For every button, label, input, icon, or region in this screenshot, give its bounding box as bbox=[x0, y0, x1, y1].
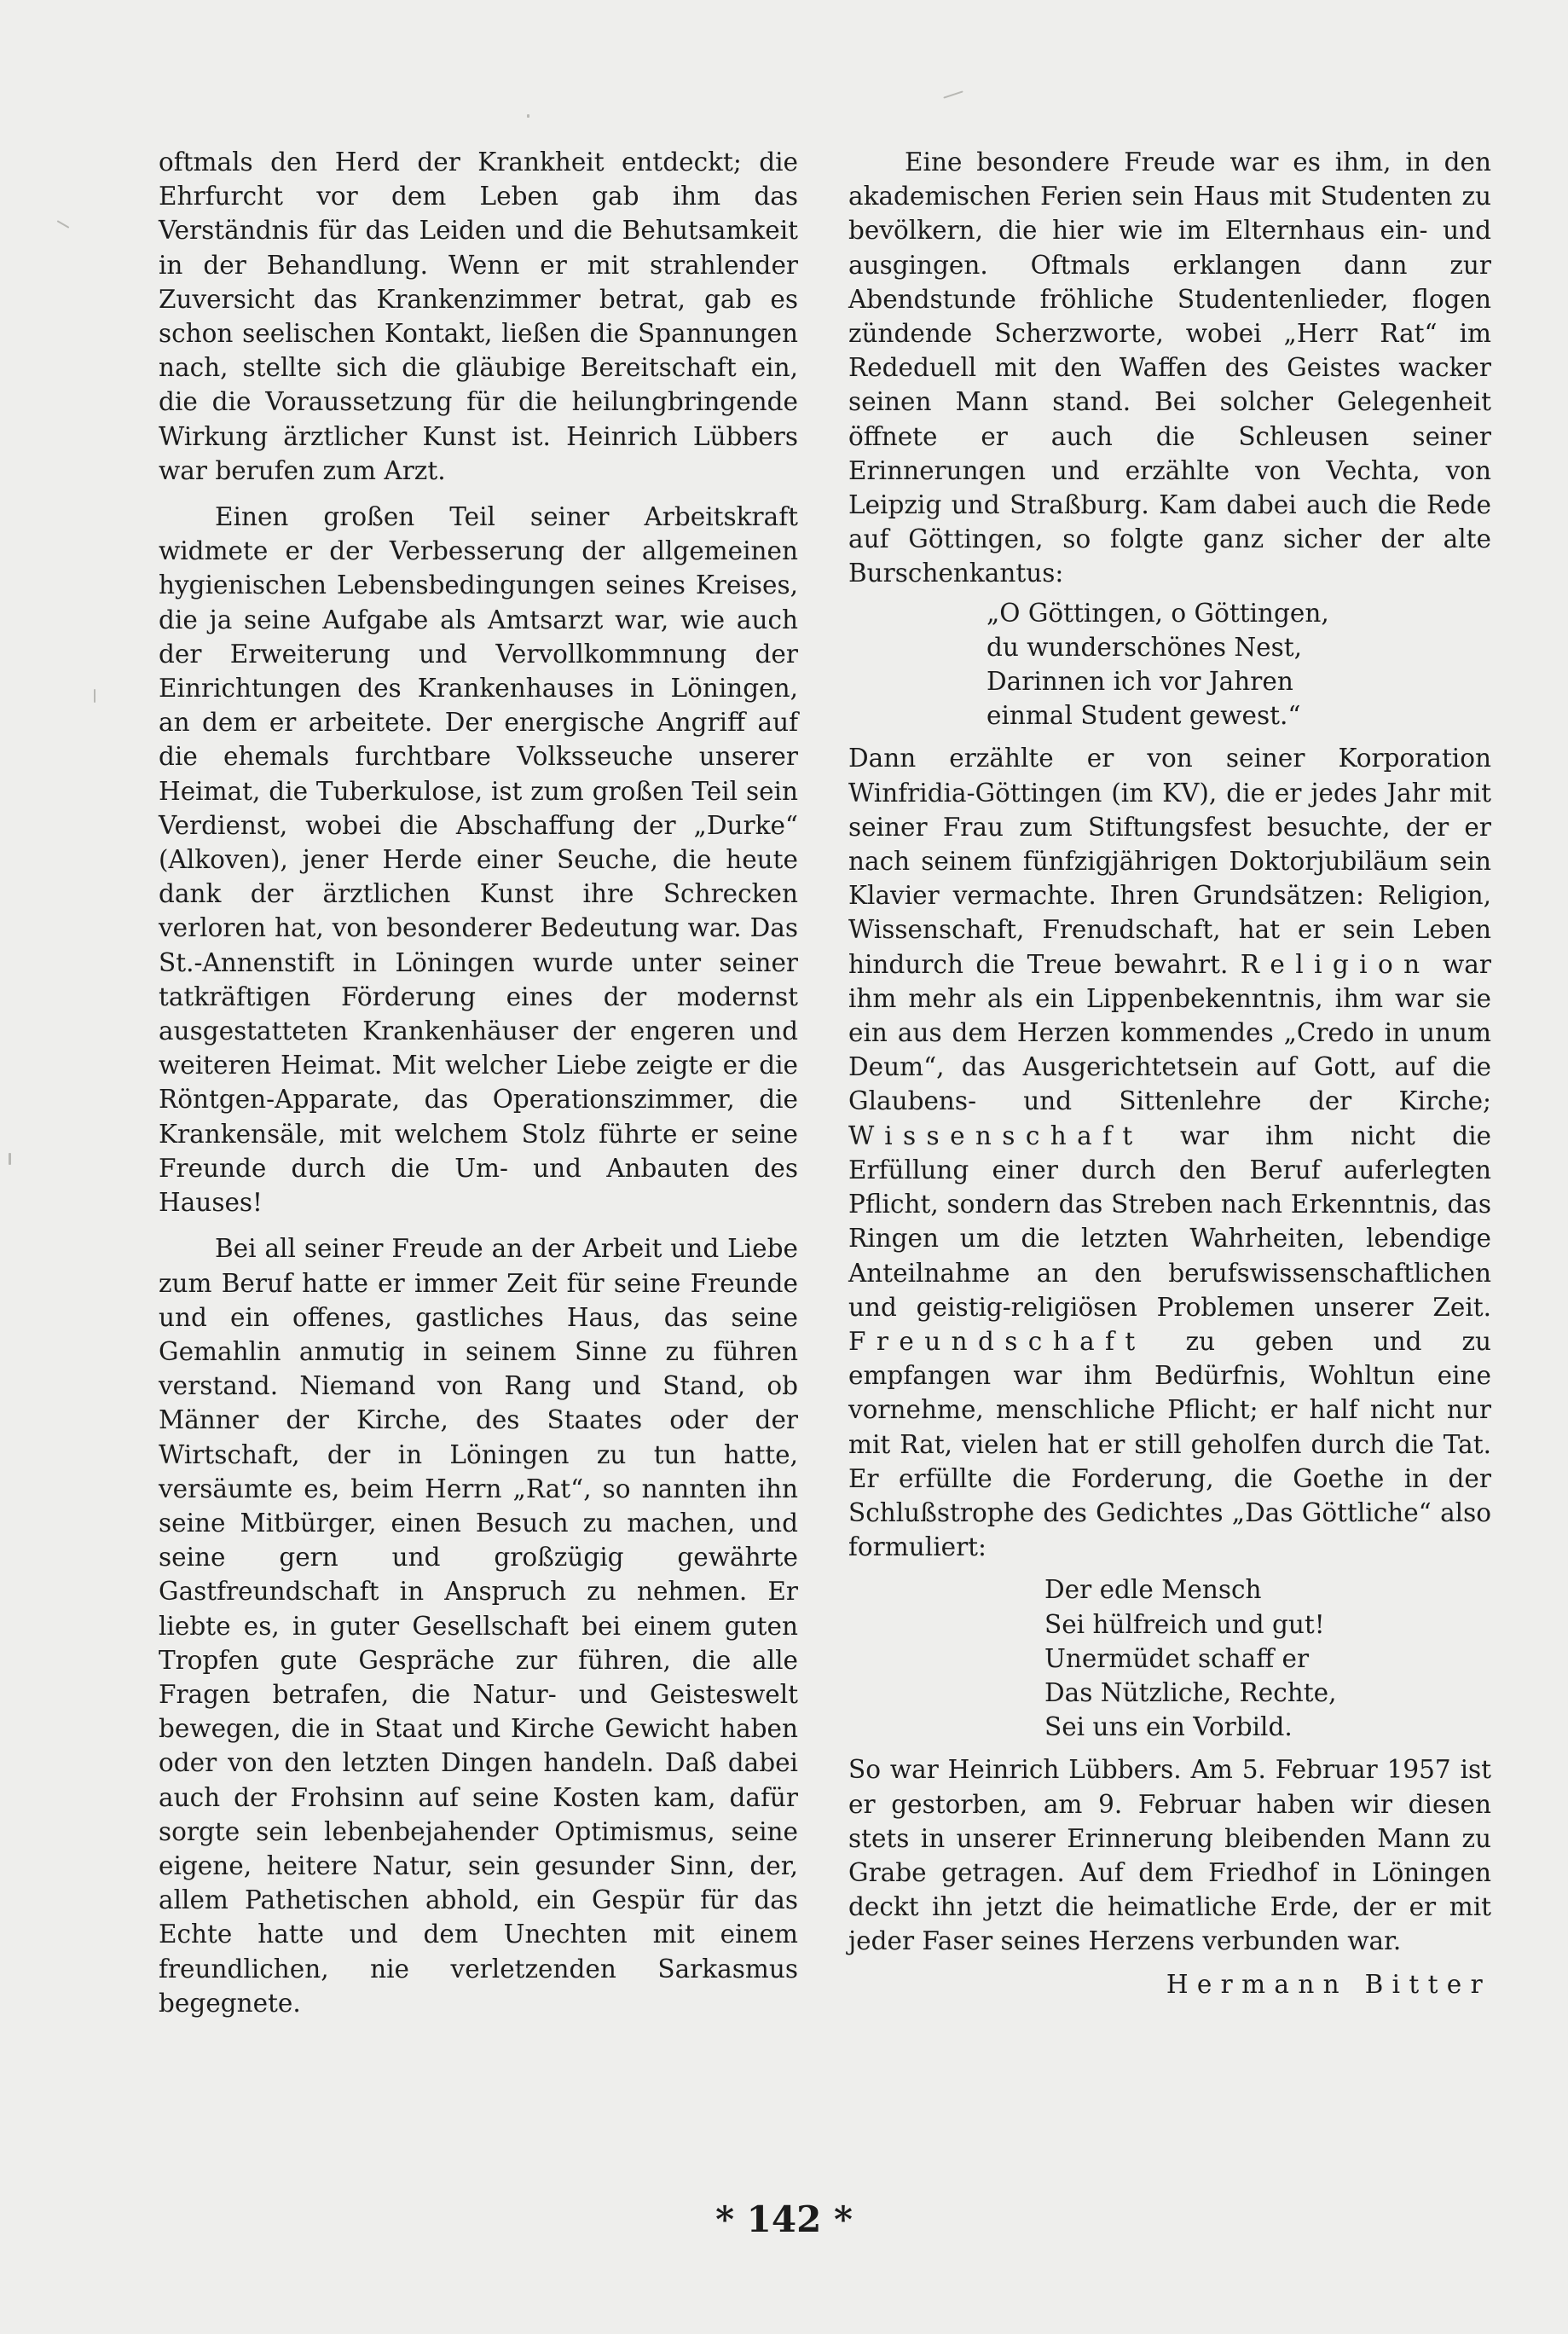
verse-line: „O Göttingen, o Göttingen, bbox=[987, 598, 1329, 628]
print-speck bbox=[57, 220, 70, 229]
paragraph: Bei all seiner Freude an der Arbeit und Liebe zum Beruf hatte er immer Zeit für seine Freunde und ein offenes, gastliches Haus, das seine Gemahlin anmutig in seinem Sinne zu führen verstand. Niemand von Rang und Stand, ob Männer der Kirche, des Staates oder der Wirtschaft, der in Löningen zu tun hatte, versäumte es, beim Herrn „Rat“, so nannten ihn seine Mitbürger, einen Besuch zu machen, und seine gern und großzügig gewährte Gastfreundschaft in Anspruch zu nehmen. Er liebte es, in guter Gesellschaft bei einem guten Tropfen gute Gespräche zur führen, die alle Fragen betrafen, die Natur- und Geisteswelt bewegen, die in Staat und Kirche Gewicht haben oder von den letzten Dingen handeln. Daß dabei auch der Frohsinn auf seine Kosten kam, dafür sorgte sein lebenbejahender Optimismus, seine eigene, heitere Natur, sein gesunder Sinn, der, allem Pathetischen abhold, ein Gespür für das Echte hatte und dem Unechten mit einem freundlichen, nie verletzenden Sarkasmus begegnete. bbox=[159, 1234, 798, 2018]
verse-quote bbox=[848, 596, 1491, 733]
print-speck bbox=[943, 90, 963, 98]
text-run: Dann erzählte er von seiner Korporation Winfridia-Göttingen (im KV), die er jedes Jahr mit seiner Frau zum Stiftungsfest besuchte, der er nach seinem fünfzigjährigen Doktorjubiläum sein Klavier vermachte. Ihren Grundsätzen: Religion, Wissenschaft, Frenudschaft, hat er sein Leben hindurch die Treue bewahrt. bbox=[848, 744, 1491, 979]
verse-line: Der edle Mensch bbox=[1044, 1575, 1262, 1605]
paragraph: oftmals den Herd der Krankheit entdeckt; die Ehrfurcht vor dem Leben gab ihm das Verständnis für das Leiden und die Behutsamkeit in der Behandlung. Wenn er mit strahlender Zuversicht das Krankenzimmer betrat, gab es schon seelischen Kontakt, ließen die Spannungen nach, stellte sich die gläubige Bereitschaft ein, die die Voraussetzung für die heilungbringende Wirkung ärztlicher Kunst ist. Heinrich Lübbers war berufen zum Arzt. bbox=[159, 148, 798, 485]
paragraph: Eine besondere Freude war es ihm, in den akademischen Ferien sein Haus mit Studenten zu bevölkern, die hier wie im Elternhaus ein- und ausgingen. Oftmals erklangen dann zur Abendstunde fröhliche Studentenlieder, flogen zündende Scherzworte, wobei „Herr Rat“ im Rededuell mit den Waffen des Geistes wacker seinen Mann stand. Bei solcher Gelegenheit öffnete er auch die Schleusen seiner Erinnerungen und erzählte von Vechta, von Leipzig und Straßburg. Kam dabei auch die Rede auf Göttingen, so folgte ganz sicher der alte Burschenkantus: bbox=[848, 148, 1491, 588]
verse-line: Unermüdet schaff er bbox=[1044, 1643, 1310, 1673]
verse-line: einmal Student gewest.“ bbox=[987, 701, 1301, 731]
emphasized-word: Wissenschaft bbox=[848, 1121, 1143, 1150]
verse-line: Sei hülfreich und gut! bbox=[1044, 1609, 1325, 1639]
paragraph bbox=[848, 741, 1491, 1564]
verse-line: du wunderschönes Nest, bbox=[987, 632, 1302, 662]
print-speck bbox=[527, 114, 529, 118]
text-run: war ihm nicht die Erfüllung einer durch den Beruf auferlegten Pflicht, sondern das Streben nach Erkenntnis, das Ringen um die letzten Wahrheiten, lebendige Anteilnahme an den berufswissenschaftlichen und geistig-religiösen Problemen unserer Zeit. bbox=[848, 1121, 1491, 1322]
left-column bbox=[159, 145, 798, 2020]
print-speck bbox=[9, 1153, 11, 1165]
goethe-verse bbox=[848, 1572, 1491, 1744]
emphasized-word: Religion bbox=[1240, 949, 1431, 979]
emphasized-word: Freundschaft bbox=[848, 1326, 1146, 1356]
print-speck bbox=[94, 689, 95, 703]
verse-line: Darinnen ich vor Jahren bbox=[987, 667, 1293, 697]
text-run: zu geben und zu empfangen war ihm Bedürfnis, Wohltun eine vornehme, menschliche Pflicht; er half nicht nur mit Rat, vielen hat er still geholfen durch die Tat. Er erfüllte die Forderung, die Goethe in der Schlußstrophe des Gedichtes „Das Göttliche“ also formuliert: bbox=[848, 1326, 1491, 1562]
verse-line: Sei uns ein Vorbild. bbox=[1044, 1712, 1293, 1742]
verse-line: Das Nützliche, Rechte, bbox=[1044, 1677, 1337, 1707]
text-run: war ihm mehr als ein Lippenbekenntnis, ihm war sie ein aus dem Herzen kommendes „Credo in unum Deum“, das Ausgerichtetsein auf Gott, auf die Glaubens- und Sittenlehre der Kirche; bbox=[848, 949, 1491, 1116]
paragraph: Einen großen Teil seiner Arbeitskraft widmete er der Verbesserung der allgemeinen hygienischen Lebensbedingungen seines Kreises, die ja seine Aufgabe als Amtsarzt war, wie auch der Erweiterung und Vervollkommnung der Einrichtungen des Krankenhauses in Löningen, an dem er arbeitete. Der energische Angriff auf die ehemals furchtbare Volksseuche unserer Heimat, die Tuberkulose, ist zum großen Teil sein Verdienst, wobei die Abschaffung der „Durke“ (Alkoven), jener Herde einer Seuche, die heute dank der ärztlichen Kunst ihre Schrecken verloren hat, von besonderer Bedeutung war. Das St.-Annenstift in Löningen wurde unter seiner tatkräftigen Förderung eines der modernst ausgestatteten Krankenhäuser der engeren und weiteren Heimat. Mit welcher Liebe zeigte er die Röntgen-Apparate, das Operationszimmer, die Krankensäle, mit welchem Stolz führte er seine Freunde durch die Um- und Anbauten des Hauses! bbox=[159, 502, 798, 1218]
page-number: * 142 * bbox=[715, 2198, 853, 2240]
right-column bbox=[848, 145, 1491, 2001]
author-signature: Hermann Bitter bbox=[1166, 1969, 1491, 1999]
paragraph: So war Heinrich Lübbers. Am 5. Februar 1957 ist er gestorben, am 9. Februar haben wir diesen stets in unserer Erinnerung bleibenden Mann zu Grabe getragen. Auf dem Friedhof in Löningen deckt ihn jetzt die heimatliche Erde, der er mit jeder Faser seines Herzens verbunden war. bbox=[848, 1755, 1491, 1956]
